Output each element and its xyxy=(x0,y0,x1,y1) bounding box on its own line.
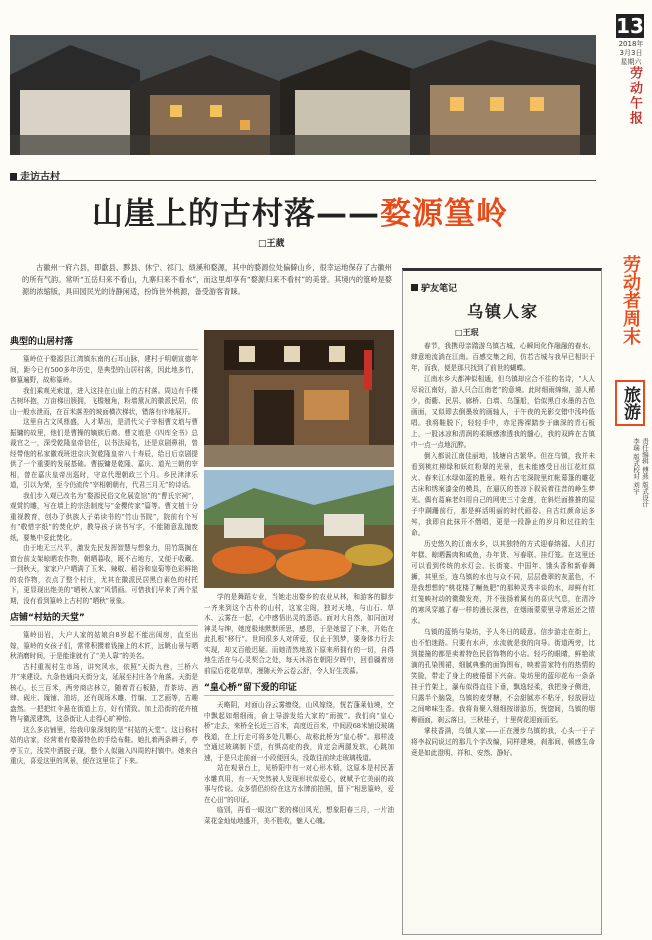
article-title: 山崖上的古村落——婺源篁岭 xyxy=(92,196,508,232)
photo-drying-crops xyxy=(204,470,394,588)
subheading: “皇心桥”留下爱的印证 xyxy=(204,680,394,696)
paragraph: 倒入都说江南佳丽地，钱塘自古繁华。但在乌镇，我并未看到桃红柳绿和妖红粉翠的光景，也未能感受日出江花红似火、春来江水绿如蓝的胜景。唯有古宅深院里红帐幕篷的雕花古床和绣案漆金的模具，在逼仄的苍凉下叙说着往昔的峥生梦光。偶有葛麻老妇用自己的网兜三寸金莲，在斜烂面推推的屋子中蹒跚前行，那是鲜活明丽的时代画卷。自古红颜命运多舛，我即自此抹开不僭唱，更是一段静止的岁月和过往的生命。 xyxy=(411,452,595,537)
page-date: 2018年 3月3日 星期六 xyxy=(618,40,644,66)
divider xyxy=(10,180,596,181)
article-lead: 古徽州一府六县，即歙县、黟县、休宁、祁门、绩溪和婺源，其中的婺源位处偏僻山乡，很幸运地保存了古徽州的所有气韵。常听“五岳归来不看山，九寨归来不看水”，而这里却享有“婺源归来不看村”的美誉。其境内的篁岭是婺源的浓缩版，具田园民光的诗静闲适，扮饰世外桃源，备受游客青睐。 xyxy=(22,263,392,296)
paragraph: 篁岭位于婺源县江湾镇东南的石耳山脉，建村于明朝宣德年间，距今已有500多年历史，是典型的山居村落，因此地多竹，修篁遍野，故称篁岭。 xyxy=(10,355,198,384)
paragraph: 掌枝香满，乌镇人家——正在漫步乌镇的我，心头一于子将李叔同说过的那几个字改编，同样建境，刹那间，顿感生命竟是如此澄明、祥和、安然、静好。 xyxy=(411,727,595,757)
paragraph: 天略阴，对面山谷云雾缭绕，山风嫁绕，恍若蓬莱仙境，空中飘起如烟细雨，俞上导游发给大家的“雨披”。我们向“皇心桥”走去，来桥全长近三百米，高度近百米，中间段68米铺设玻璃栈道，在上行走可将多处几颗心，故称此桥为“皇心桥”。那样凌空通过玻璃制下望，有惧高症的我，肯定会两腿发软，心跳加速，于是只走前面一小段便回头，没敢往前续走玻璃栈道。 xyxy=(204,701,394,762)
paragraph: 学的是舞蹈专业，当她走出婺乡的农业从林，和游客的脚步一齐来到这个古朴的山村，这家尘阁，独对天地，与山石、草木、云雾在一起，心中感悟出灵的悉语。面对大自然，如同面对神灵与绅，她度极地默默所思，感恩，于是她留了下来，开始在此扎根“移行”。世间很多人对所爱，仅止于凯梦，要身体力行去实现，却又百般迟疑。而她清然地放下原来所拥有的一切，自得地生活在与心灵契合之处，每天沐浴在朝阳夕晖中，回看疆着房前屋后花花草草，漫随天外云卷云舒，令人好生羡慕。 xyxy=(204,593,394,675)
paragraph: 历史悠久的江南水乡，以其独特的方式迎春纳福。人们打年糕、晾晒酱肉和咸鱼，办年货、写春联、挂灯笼。在这里还可以看到传统的水灯会、长街宴、中国年、饿头香和新春舞狮，其里至，连乌镇的水也与众不同，层层叠翠的灰蓝色，不是我想想的“桃花楼了鳜鱼肥”的那种灵秀丰谈的水，却鲜有红红笼映衬动的微微发亮，并不张扬着属有的喜庆气息，在清冷的寒风穿越了春一样的漫长深巷，在烟雨蒙蒙里寻常返还之情水。 xyxy=(411,540,595,625)
paragraph: 春节，我携母亲踏游乌镇古城，心瞬间化作融融的春水，肆意地流淌在江南。百感交集之间，仿若古城与我早已相识于年，而我，便是那只找到了前世的蝴蝶。 xyxy=(411,342,595,372)
article-column-1 xyxy=(10,330,198,935)
article-byline: □王葳 xyxy=(258,239,285,249)
editor-credits: 责任编辑 傅燕 版式设计 李瑞 版式校对 刘宇 xyxy=(632,438,649,508)
paragraph: 我们乘观光索道，进入这挂在山崖上的古村落。周边有千棵古树环抱，万亩梯田簇拥，飞檐翘角，粉墙黛瓦的徽派民居，依山一般水泄而，在百米落差的坡面横次梯状，错落有序地展开。 xyxy=(10,386,198,416)
article-column-2 xyxy=(204,592,394,935)
paragraph: 临别，再看一眼这广袤的梯田风光，想象阳春三月，一片油菜花金灿灿地盛开，美不胜收，魅人心魄。 xyxy=(204,806,394,825)
hero-photo-village-rooftops xyxy=(10,35,596,155)
paragraph: 乌镇的蓝销与染坊，予人冬日的暖意。信步游走在街上，也不怕迷路。只要有水声，水流就是我的向导。街道两旁，比到接撞的都是卖着特色民俗饰物的小店。轻巧的眼睛，鲜艳欲滴的孔染围裙，细腻典雅的面饰围布，映着苗家特有的热情的笑脸，带走了身上的疲倦留下兴奋。染坊里的蓝印花布一条条挂于竹架上，瀑布似得直往下垂，飘逸轻柔，我把身子侧进，只露半个脑袋，乌镇的麦芽糖，不会甜腻亦不粘牙，轻放唇边之间啼味生香。我将肯聚入细细按谱游历，恍惚间，乌镇的烟柳画面，刹云落日，三秋桂子，十里荷花迎面而至。 xyxy=(411,628,595,724)
section-tag: 走访古村 xyxy=(10,168,60,183)
sidebar-essay xyxy=(402,268,602,935)
paragraph: 这里自古文风鼎盛，人才辈出，是清代父子宰相曹文埴与曹振镛的故里，他们是曹操的嫡族后裔。曹文埴是《四库全书》总裁官之一，深受乾隆皇帝信任，以书法闻名，还是京剧鼻祖，曾经带他的私家徽戏班进京庆贺乾隆皇帝八十寿辰，给日后京剧提供了一个重要的发展基础。曹振镛是乾隆、嘉庆、道光三朝的宰相，曾在嘉庆皇帝出巡时，守京代理朝政三个月。乡民津津乐道，引以为荣，至今仍流传“宰相朝朝有，代君三月无”的诗话。 xyxy=(10,418,198,489)
photo-village-shop xyxy=(204,330,394,467)
sidebar-byline: □王珉 xyxy=(455,328,479,337)
column-vertical-title: 劳动者周末 xyxy=(620,255,641,345)
paragraph: 这么多店铺里，给我印象深刻的是“村姑的天堂”。这日称村姑的店家，经营着有婺源特色的手绘布鞋。她扎着两条辫子，亭亭玉立，浅笑中洒脱子现，整个人似融入四周的村镇中。她来自重庆，喜爱这里的风景，便在这里住了下来。 xyxy=(10,725,198,765)
subheading: 店铺“村姑的天堂” xyxy=(10,610,198,626)
paragraph: 篁岭田岩，大户人家的姑娘自8岁起不能出闺房，直至出嫁，篁岭的女孩子们，常常积攒着钱撞上的木匠，远眺山景与晒秋消磨时间，于是能谁就有了“美人靠”的美名。 xyxy=(10,631,198,660)
paragraph: 由于地无三尺平，激发先民发挥智慧与想象力，用竹篙搁在窗台前支架晾晒农作物，朝晒暮收，既不占地方，又便于收藏。一到秋天，家家户户晒满了玉米、辣椒、稻谷和皇菊等色彩鲜艳的农作物，衣点了整个村庄，尤其在徽派民居黑白素色的村托下，更显现出绝美的“晒秋人家”风情画。可惜我们早来了两个星期，没有看到篁岭上古村的“晒秋”景象。 xyxy=(10,544,198,605)
subheading: 典型的山居村落 xyxy=(10,334,198,350)
sidebar-tag: 驴友笔记 xyxy=(411,281,457,294)
paragraph: 古村重视村生市场，讲究风水，依照“天街九巷，三桥六井”来建设。九条巷通向天街分支，延展至村庄各个角落。天街是核心，长三百米，两旁商店林立，随着青石板路，青茶坊、酒肆、砚庄、篾铺、油坊，还有现场木雕、竹编、工艺画等，古趣盎然。一把把红伞悬在街道上方，好有情致。加上沿街的花卉植物与徽派建筑，这条街让人走得心旷神怡。 xyxy=(10,662,198,723)
paragraph: 江南水乡大都神似相通，但乌镇却应合不往的名诗，“人人尽说江南好，游人只合江南老”的意境。此时细雨绵绵，游人稀少，街衢、民居、廊桥、白墙、乌篷船，恰似黑白水墨的古色画面，又似即去倒墨妆的画轴人，于午夜的光影交错中浅吟低唱。我将鞋脱下，轻轻手中，赤足搀裸踏步于幽深的青石板上，一股冰凉和清润的柔顺感渗透我的髓心，我的双眸在古镇中一点一点地沉醉。 xyxy=(411,375,595,449)
sidebar-title: 乌镇人家 xyxy=(466,302,539,321)
newspaper-logo: 劳动午报 xyxy=(627,66,642,126)
sidebar-body xyxy=(411,341,595,931)
page-number: 13 xyxy=(616,14,644,38)
column-tag: 旅游 xyxy=(615,380,645,426)
paragraph: 我们步入观已改名为“婺源民俗文化展览馆”的“曹氏宗祠”，观赏钓雕，写在墙上的宗法制度与“金樱传家”篇等。曹文植十分重视教育，创办了供族人子弟读书的“竹山书院”，院前有个写有“敬惜字纸”的焚化炉，教导孩子读书写字，不能随意乱抛废纸，要集中妥此焚化。 xyxy=(10,491,198,542)
paragraph: 站在观景台上，见桥阳中有一对心形木锁，这原本是村民著水雕真用，有一天突然被人发现形状似爱心，就赋予它美丽的故事与传说。众多情侣纷纷在这方水牌前拍照，留下“相思篁岭，爱在心田”的印证。 xyxy=(204,764,394,804)
